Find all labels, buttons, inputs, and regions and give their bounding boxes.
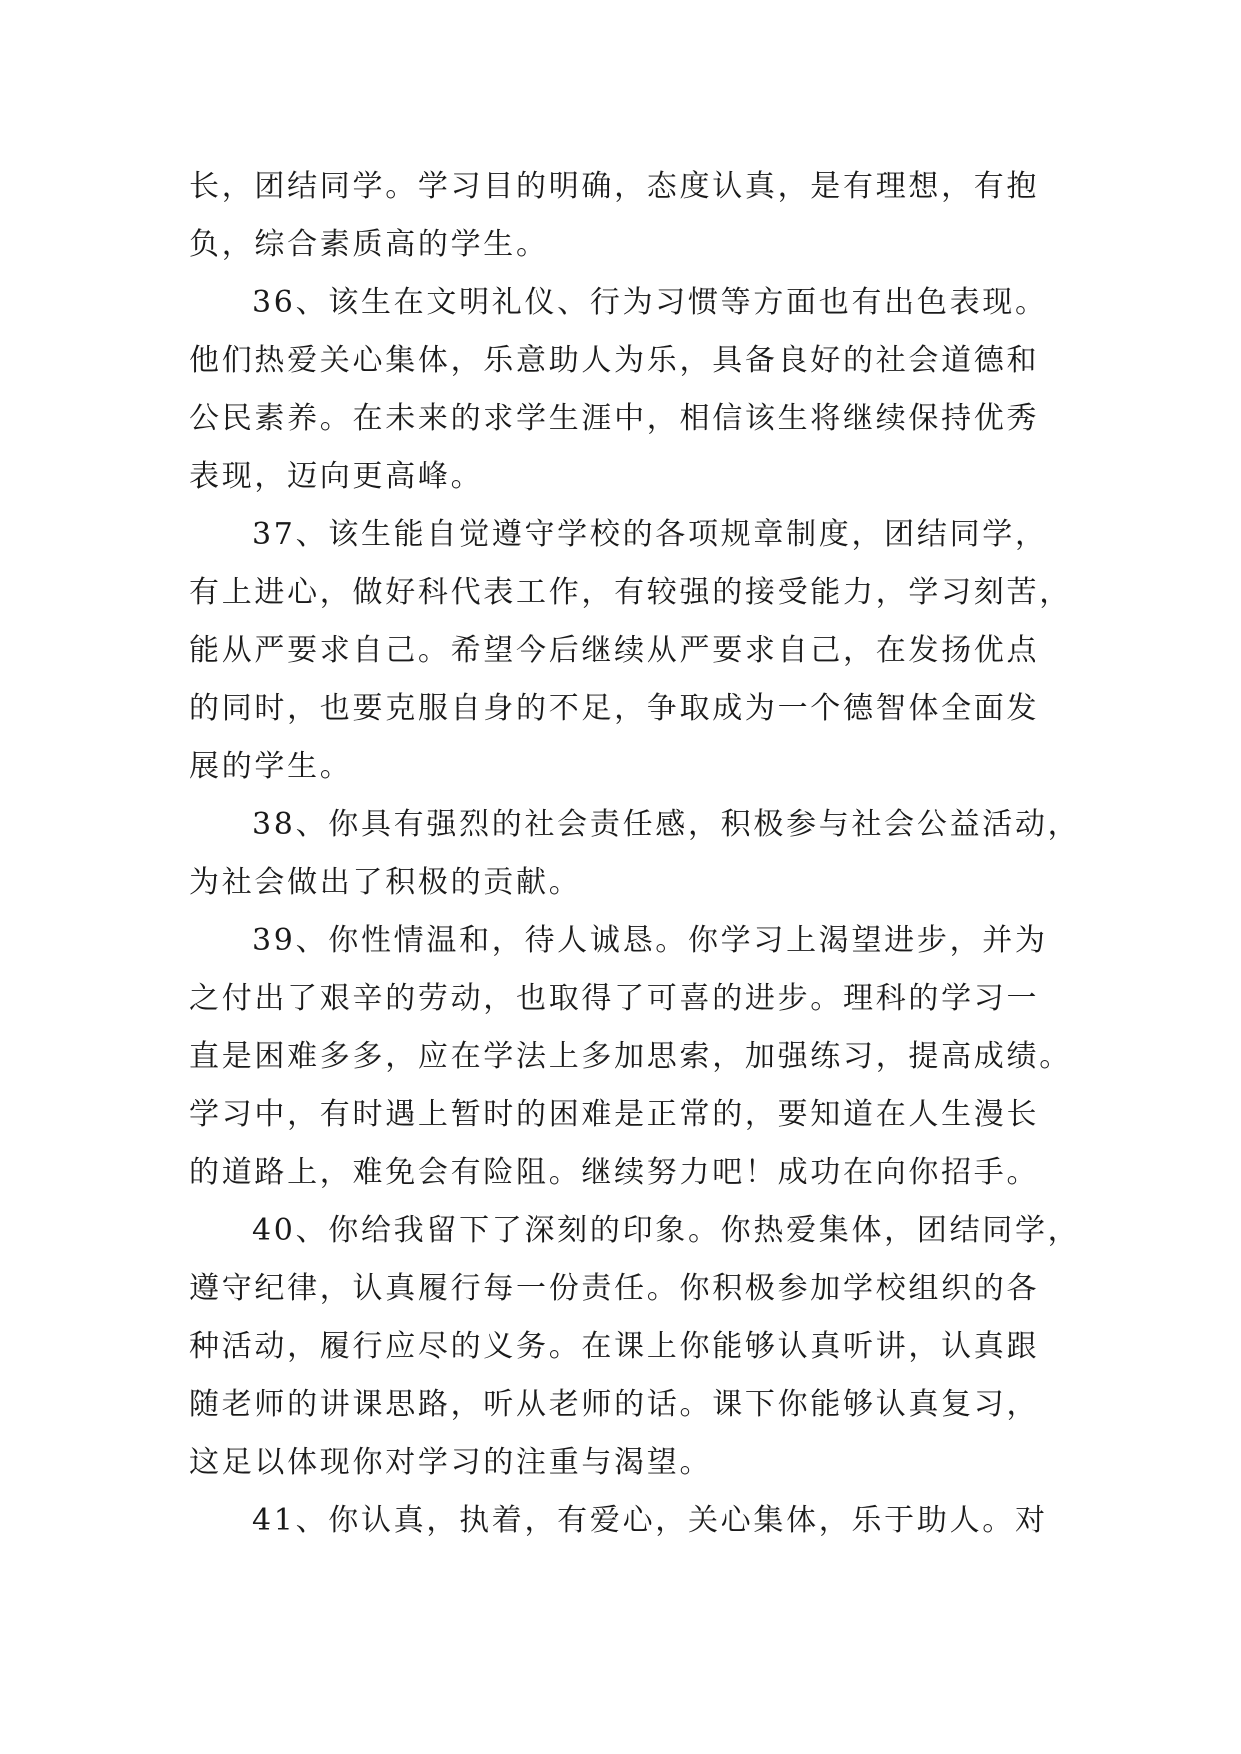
text-line: 长，团结同学。学习目的明确，态度认真，是有理想，有抱 xyxy=(189,169,1040,204)
text-line: 为社会做出了积极的贡献。 xyxy=(189,865,582,900)
document-page xyxy=(189,158,1081,1550)
text-line: 有上进心，做好科代表工作，有较强的接受能力，学习刻苦， xyxy=(189,575,1072,610)
text-line: 能从严要求自己。希望今后继续从严要求自己，在发扬优点 xyxy=(189,633,1040,668)
text-line: 的道路上，难免会有险阻。继续努力吧！成功在向你招手。 xyxy=(189,1155,1040,1190)
text-line: 之付出了艰辛的劳动，也取得了可喜的进步。理科的学习一 xyxy=(189,981,1040,1016)
text-line: 他们热爱关心集体，乐意助人为乐，具备良好的社会道德和 xyxy=(189,343,1040,378)
paragraph-start-37: 37、该生能自觉遵守学校的各项规章制度，团结同学， xyxy=(252,517,1048,552)
text-line: 直是困难多多，应在学法上多加思索，加强练习，提高成绩。 xyxy=(189,1039,1072,1074)
text-line: 随老师的讲课思路，听从老师的话。课下你能够认真复习， xyxy=(189,1387,1040,1422)
text-line: 展的学生。 xyxy=(189,749,353,784)
text-line: 种活动，履行应尽的义务。在课上你能够认真听讲，认真跟 xyxy=(189,1329,1040,1364)
paragraph-start-41: 41、你认真，执着，有爱心，关心集体，乐于助人。对 xyxy=(252,1503,1048,1538)
paragraph-start-36: 36、该生在文明礼仪、行为习惯等方面也有出色表现。 xyxy=(252,285,1048,320)
text-line: 学习中，有时遇上暂时的困难是正常的，要知道在人生漫长 xyxy=(189,1097,1040,1132)
paragraph-start-39: 39、你性情温和，待人诚恳。你学习上渴望进步，并为 xyxy=(252,923,1048,958)
text-line: 这足以体现你对学习的注重与渴望。 xyxy=(189,1445,713,1480)
text-line: 公民素养。在未来的求学生涯中，相信该生将继续保持优秀 xyxy=(189,401,1040,436)
paragraph-start-38: 38、你具有强烈的社会责任感，积极参与社会公益活动， xyxy=(252,807,1081,842)
text-line: 负，综合素质高的学生。 xyxy=(189,227,549,262)
text-line: 表现，迈向更高峰。 xyxy=(189,459,484,494)
text-line: 的同时，也要克服自身的不足，争取成为一个德智体全面发 xyxy=(189,691,1040,726)
paragraph-start-40: 40、你给我留下了深刻的印象。你热爱集体，团结同学， xyxy=(252,1213,1081,1248)
text-line: 遵守纪律，认真履行每一份责任。你积极参加学校组织的各 xyxy=(189,1271,1040,1306)
